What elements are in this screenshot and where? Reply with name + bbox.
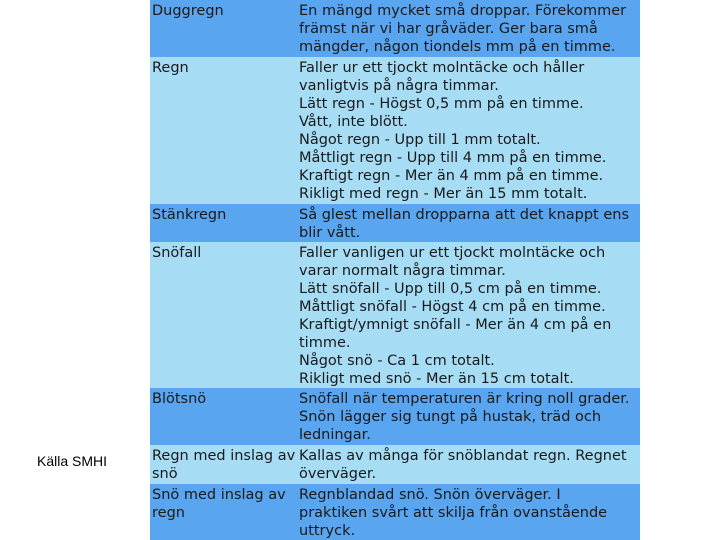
table-row (150, 484, 640, 540)
description-cell (299, 486, 640, 540)
description-cell (299, 244, 640, 388)
description-cell (299, 447, 640, 483)
description-line: Måttligt regn - Upp till 4 mm på en timme. (299, 150, 607, 166)
description-line: varar normalt några timmar. (299, 263, 506, 279)
term-cell: Regn med inslag av snö (152, 448, 296, 482)
description-line: Snöfall när temperaturen är kring noll grader. (299, 391, 630, 407)
description-line: Rikligt med snö - Mer än 15 cm totalt. (299, 371, 574, 387)
precipitation-terms-table (150, 0, 640, 540)
table-row (150, 242, 640, 388)
description-line: vanligtvis på några timmar. (299, 78, 499, 94)
description-cell (299, 390, 640, 444)
description-line: Måttligt snöfall - Högst 4 cm på en timme. (299, 299, 606, 315)
description-cell (299, 2, 640, 56)
table-row (150, 445, 640, 484)
term-cell: Snöfall (152, 245, 202, 261)
description-line: ledningar. (299, 427, 371, 443)
description-cell (299, 59, 640, 203)
description-line: uttryck. (299, 523, 356, 539)
description-line: Kallas av många för snöblandat regn. Regnet (299, 448, 627, 464)
description-cell (299, 206, 640, 242)
term-cell: Stänkregn (152, 207, 227, 223)
term-cell: Duggregn (152, 3, 224, 19)
description-line: En mängd mycket små droppar. Förekommer (299, 3, 627, 19)
description-line: Rikligt med regn - Mer än 15 mm totalt. (299, 186, 588, 202)
term-cell: Snö med inslag av regn (152, 487, 286, 521)
description-line: Kraftigt regn - Mer än 4 mm på en timme. (299, 168, 604, 184)
description-line: Lätt regn - Högst 0,5 mm på en timme. (299, 96, 584, 112)
table-row (150, 204, 640, 242)
description-line: Lätt snöfall - Upp till 0,5 cm på en timme. (299, 281, 602, 297)
term-cell: Blötsnö (152, 391, 207, 407)
description-line: Regnblandad snö. Snön överväger. I (299, 487, 561, 503)
description-line: Så glest mellan dropparna att det knappt ens (299, 207, 630, 223)
description-line: timme. (299, 335, 351, 351)
description-line: Snön lägger sig tungt på hustak, träd och (299, 409, 602, 425)
description-line: blir vått. (299, 225, 361, 241)
term-cell: Regn (152, 60, 189, 76)
description-line: Faller vanligen ur ett tjockt molntäcke och (299, 245, 606, 261)
table-row (150, 57, 640, 204)
description-line: Något snö - Ca 1 cm totalt. (299, 353, 495, 369)
description-line: Vått, inte blött. (299, 114, 408, 130)
description-line: Faller ur ett tjockt molntäcke och håller (299, 60, 585, 76)
description-line: överväger. (299, 466, 377, 482)
table-row (150, 0, 640, 57)
description-line: Något regn - Upp till 1 mm totalt. (299, 132, 541, 148)
source-caption: Källa SMHI (37, 453, 108, 469)
description-line: praktiken svårt att skilja från ovanstående (299, 505, 608, 521)
description-line: mängder, någon tiondels mm på en timme. (299, 39, 616, 55)
description-line: Kraftigt/ymnigt snöfall - Mer än 4 cm på en (299, 317, 612, 333)
table-row (150, 388, 640, 445)
description-line: främst när vi har gråväder. Ger bara små (299, 21, 598, 37)
